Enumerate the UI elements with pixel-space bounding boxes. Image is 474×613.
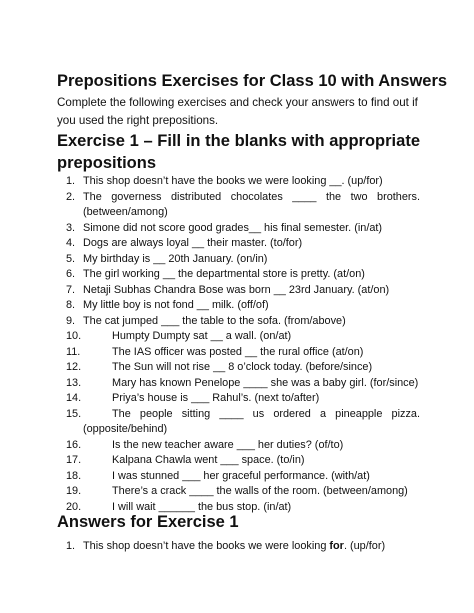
list-item-text: My birthday is __ 20th January. (on/in) xyxy=(83,252,268,265)
list-item-text-line1: The governess distributed chocolates ____ the two brothers. xyxy=(83,190,420,203)
list-item-text: The Sun will not rise __ 8 o’clock today. (before/since) xyxy=(112,361,373,373)
list-item xyxy=(66,221,420,237)
list-item-text xyxy=(83,190,420,206)
list-item xyxy=(66,345,420,361)
exercise-1-heading xyxy=(57,130,420,174)
list-item-number: 5. xyxy=(66,252,76,265)
list-item-text: The girl working __ the departmental store is pretty. (at/on) xyxy=(83,268,365,280)
list-item-number: 7. xyxy=(66,283,76,296)
answers-list xyxy=(66,539,420,555)
list-item-number: 8. xyxy=(66,299,76,311)
list-item-text: Netaji Subhas Chandra Bose was born __ 23rd January. (at/on) xyxy=(83,283,390,296)
list-item-number: 10. xyxy=(66,330,82,342)
list-item-number: 1. xyxy=(66,175,76,187)
list-item-text: This shop doesn’t have the books we were looking __. (up/for) xyxy=(83,175,383,187)
list-item-number: 14. xyxy=(66,392,82,404)
list-item-text-line2: (between/among) xyxy=(83,206,168,218)
intro-paragraph: Complete the following exercises and check your answers to find out if you used the right prepositions. xyxy=(57,96,418,127)
list-item xyxy=(66,267,420,283)
list-item xyxy=(66,190,420,221)
list-item-text: Is the new teacher aware ___ her duties? (of/to) xyxy=(112,438,344,451)
list-item-text: The cat jumped ___ the table to the sofa. (from/above) xyxy=(83,314,346,327)
list-item-text-line1: The people sitting ____ us ordered a pineapple pizza. xyxy=(112,407,420,420)
list-item-text: Kalpana Chawla went ___ space. (to/in) xyxy=(112,454,305,466)
answer-word: for xyxy=(329,540,344,552)
list-item xyxy=(66,174,420,190)
list-item-number: 15. xyxy=(66,407,82,420)
list-item xyxy=(66,438,420,454)
list-item-number: 11. xyxy=(66,345,81,358)
exercise-1-heading-line1: Exercise 1 – Fill in the blanks with appropriate xyxy=(57,132,420,150)
answer-text-after: . (up/for) xyxy=(343,540,386,552)
list-item-text: I was stunned ___ her graceful performance. (with/at) xyxy=(112,469,370,482)
page-title: Prepositions Exercises for Class 10 with Answers xyxy=(57,72,448,90)
list-item-number: 20. xyxy=(66,500,82,513)
answer-item-text xyxy=(83,539,420,555)
list-item-text: Simone did not score good grades__ his final semester. (in/at) xyxy=(83,221,383,234)
list-item-text: I will wait ______ the bus stop. (in/at) xyxy=(112,500,292,513)
list-item-text: My little boy is not fond __ milk. (off/of) xyxy=(83,299,269,311)
answer-item xyxy=(66,539,420,555)
list-item-number: 3. xyxy=(66,221,76,234)
list-item xyxy=(66,360,420,376)
list-item-number: 18. xyxy=(66,469,82,482)
list-item-text: Dogs are always loyal __ their master. (to/for) xyxy=(83,237,303,249)
list-item-number: 4. xyxy=(66,237,76,249)
exercise-1-list xyxy=(66,174,420,515)
list-item-text: There’s a crack ____ the walls of the room. (between/among) xyxy=(112,485,408,497)
list-item-text-line2: (opposite/behind) xyxy=(83,423,168,435)
list-item-number: 16. xyxy=(66,438,82,451)
list-item-text: Humpty Dumpty sat __ a wall. (on/at) xyxy=(112,330,292,342)
list-item xyxy=(66,329,420,345)
list-item-number: 9. xyxy=(66,314,76,327)
list-item xyxy=(66,314,420,330)
list-item xyxy=(66,469,420,485)
list-item xyxy=(66,484,420,500)
list-item xyxy=(66,376,420,392)
answers-heading: Answers for Exercise 1 xyxy=(57,513,239,531)
list-item-number: 19. xyxy=(66,485,82,497)
answer-text-before: This shop doesn’t have the books we were looking xyxy=(83,540,330,552)
list-item-number: 12. xyxy=(66,361,82,373)
list-item-text: The IAS officer was posted __ the rural office (at/on) xyxy=(112,345,364,358)
list-item xyxy=(66,283,420,299)
list-item-text: Mary has known Penelope ____ she was a baby girl. (for/since) xyxy=(112,376,419,389)
list-item-number: 13. xyxy=(66,376,82,389)
list-item xyxy=(66,407,420,438)
list-item-number: 2. xyxy=(66,190,76,203)
list-item xyxy=(66,391,420,407)
list-item xyxy=(66,453,420,469)
exercise-1-heading-line2: prepositions xyxy=(57,154,157,172)
list-item-text xyxy=(112,407,420,423)
list-item xyxy=(66,298,420,314)
list-item-number: 17. xyxy=(66,454,82,466)
answer-item-number: 1. xyxy=(66,540,76,552)
list-item xyxy=(66,236,420,252)
list-item-text: Priya’s house is ___ Rahul’s. (next to/after) xyxy=(112,392,320,404)
list-item-number: 6. xyxy=(66,268,76,280)
list-item xyxy=(66,252,420,268)
